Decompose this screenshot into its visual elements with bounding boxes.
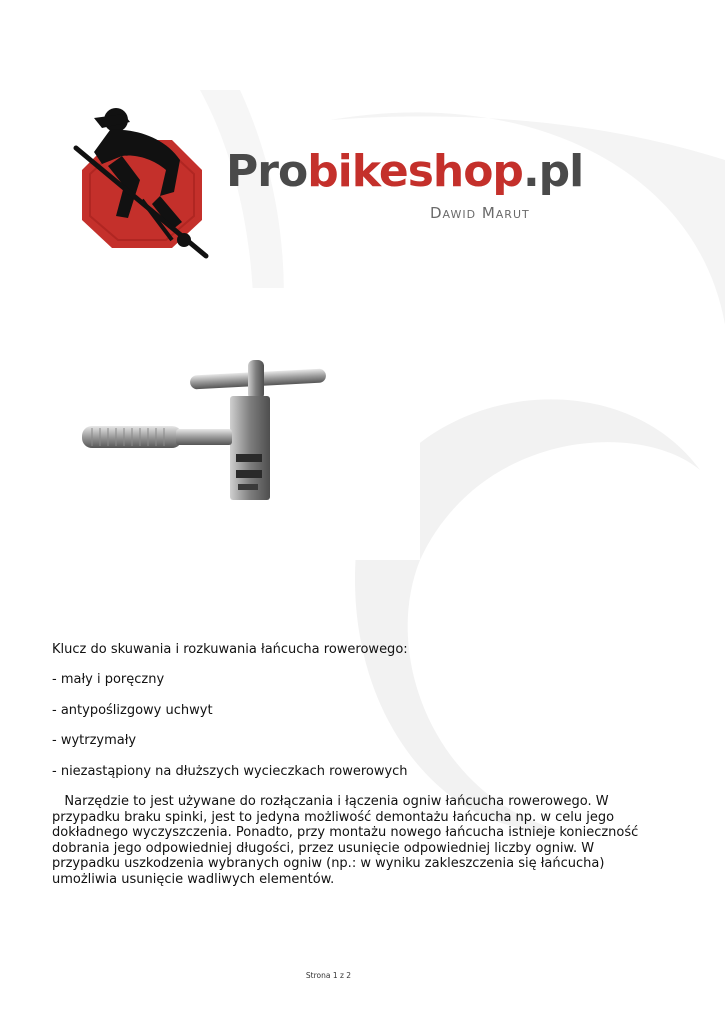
page-number: Strona 1 z 2 [305,971,352,980]
feature-item: - wytrzymały [52,733,137,748]
brand-part-pro: Pro [226,146,308,197]
brand-part-bikeshop: bikeshop [307,146,523,197]
brand-logo-text [226,146,584,197]
feature-item: - antypoślizgowy uchwyt [52,703,213,718]
feature-item: - mały i poręczny [52,672,165,687]
intro-text: Klucz do skuwania i rozkuwania łańcucha rowerowego: [52,642,408,657]
chain-tool-image [58,288,420,560]
brand-subtitle: Dawid Marut [430,204,530,222]
brand-part-pl: .pl [522,146,584,197]
probikeshop-logo-icon [72,100,212,260]
feature-item: - niezastąpiony na dłuższych wycieczkach rowerowych [52,764,408,779]
description-paragraph: Narzędzie to jest używane do rozłączania i łączenia ogniw łańcucha rowerowego. W przypadku braku spinki, jest to jedyna możliwość demontażu łańcucha np. w celu jego dokładnego wyczyszczenia. Ponadto, przy montażu nowego łańcucha istnieje konieczność dobrania jego odpowiedniej długości, przez usunięcie odpowiedniej liczby ogniw. W przypadku uszkodzenia wybranych ogniw (np.: w wyniku zakleszczenia się łańcucha) umożliwia usunięcie wadliwych elementów. [52,794,643,887]
